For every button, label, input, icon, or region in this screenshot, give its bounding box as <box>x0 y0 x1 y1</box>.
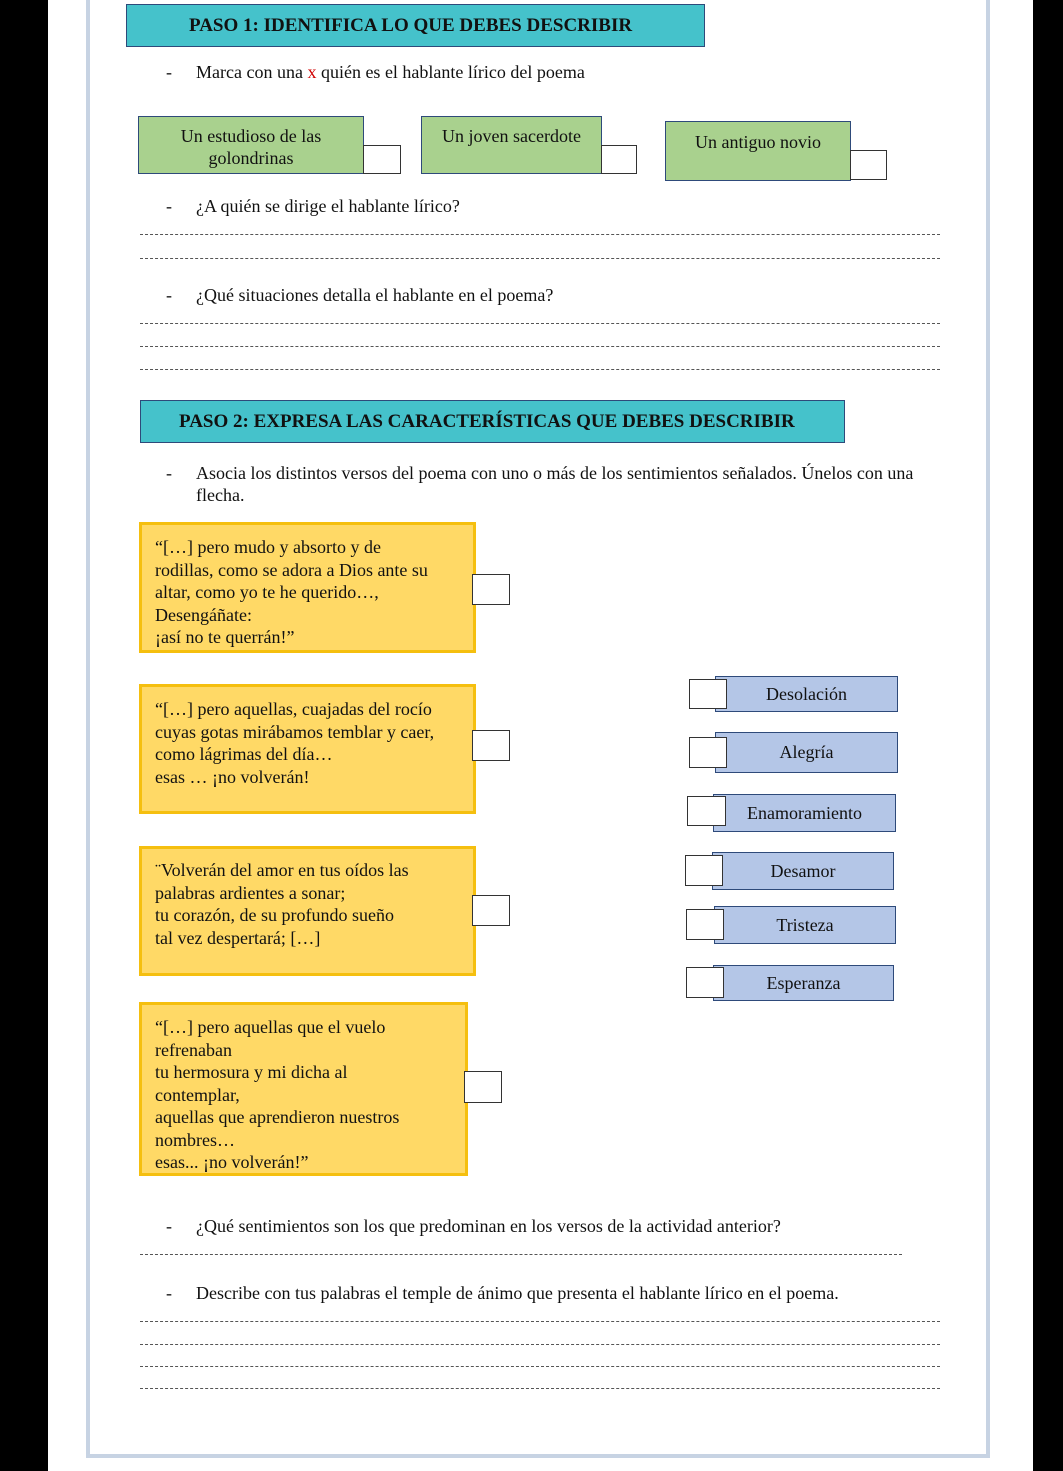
feeling-tristeza-box[interactable] <box>686 909 724 940</box>
answer-line[interactable] <box>140 1366 940 1367</box>
answer-line[interactable] <box>140 1254 902 1255</box>
option-novio-checkbox[interactable] <box>850 150 887 180</box>
feeling-enamoramiento-box[interactable] <box>687 796 726 826</box>
answer-line[interactable] <box>140 369 940 370</box>
feeling-alegria: Alegría <box>715 732 898 773</box>
feeling-desolacion: Desolación <box>715 676 898 712</box>
answer-line[interactable] <box>140 1388 940 1389</box>
question-1: - ¿A quién se dirige el hablante lírico? <box>166 196 460 216</box>
verse-3-connector-box[interactable] <box>472 895 510 926</box>
option-sacerdote-checkbox[interactable] <box>601 145 637 174</box>
verse-box-2: “[…] pero aquellas, cuajadas del rocío cuyas gotas mirábamos temblar y caer, como lágrimas del día… esas … ¡no volverán! <box>139 684 476 814</box>
verse-2-connector-box[interactable] <box>472 730 510 761</box>
answer-line[interactable] <box>140 258 940 259</box>
option-sacerdote: Un joven sacerdote <box>421 116 602 174</box>
step-2-header <box>140 400 845 443</box>
verse-box-1: “[…] pero mudo y absorto y de rodillas, como se adora a Dios ante su altar, como yo te he querido…, Desengáñate: ¡así no te querrán!” <box>139 522 476 653</box>
feeling-esperanza-box[interactable] <box>686 967 724 998</box>
feeling-desolacion-box[interactable] <box>689 679 727 709</box>
feeling-enamoramiento: Enamoramiento <box>713 794 896 832</box>
verse-1-connector-box[interactable] <box>472 574 510 605</box>
option-estudioso: Un estudioso de las golondrinas <box>138 116 364 174</box>
feeling-alegria-box[interactable] <box>689 737 727 768</box>
step-1-header <box>126 4 705 47</box>
feeling-esperanza: Esperanza <box>713 965 894 1001</box>
question-3: - ¿Qué sentimientos son los que predominan en los versos de la actividad anterior? <box>166 1216 781 1236</box>
red-x-mark: x <box>307 62 317 82</box>
step-2-title: PASO 2: EXPRESA LAS CARACTERÍSTICAS QUE DEBES DESCRIBIR <box>179 410 795 432</box>
verse-4-connector-box[interactable] <box>464 1071 502 1103</box>
question-2: - ¿Qué situaciones detalla el hablante en el poema? <box>166 285 554 305</box>
answer-line[interactable] <box>140 323 940 324</box>
option-estudioso-checkbox[interactable] <box>363 145 401 174</box>
answer-line[interactable] <box>140 1321 940 1322</box>
option-novio: Un antiguo novio <box>665 121 851 181</box>
question-4: - Describe con tus palabras el temple de ánimo que presenta el hablante lírico en el poema. <box>166 1283 839 1303</box>
instruction-text: Marca con una x quién es el hablante lírico del poema <box>196 62 585 82</box>
answer-line[interactable] <box>140 1344 940 1345</box>
verse-box-4: “[…] pero aquellas que el vuelo refrenaban tu hermosura y mi dicha al contemplar, aquellas que aprendieron nuestros nombres… esas... ¡no volverán!” <box>139 1002 468 1176</box>
instruction-mark: - Marca con una x quién es el hablante lírico del poema <box>166 62 585 82</box>
step-1-title: PASO 1: IDENTIFICA LO QUE DEBES DESCRIBIR <box>189 14 633 36</box>
answer-line[interactable] <box>140 346 940 347</box>
verse-box-3: ¨Volverán del amor en tus oídos las palabras ardientes a sonar; tu corazón, de su profundo sueño tal vez despertará; […] <box>139 846 476 976</box>
feeling-tristeza: Tristeza <box>714 906 896 944</box>
feeling-desamor: Desamor <box>712 852 894 890</box>
feeling-desamor-box[interactable] <box>685 855 723 886</box>
instruction-associate: - Asocia los distintos versos del poema con uno o más de los sentimientos señalados. Únelos con una flecha. <box>166 463 914 505</box>
answer-line[interactable] <box>140 234 940 235</box>
